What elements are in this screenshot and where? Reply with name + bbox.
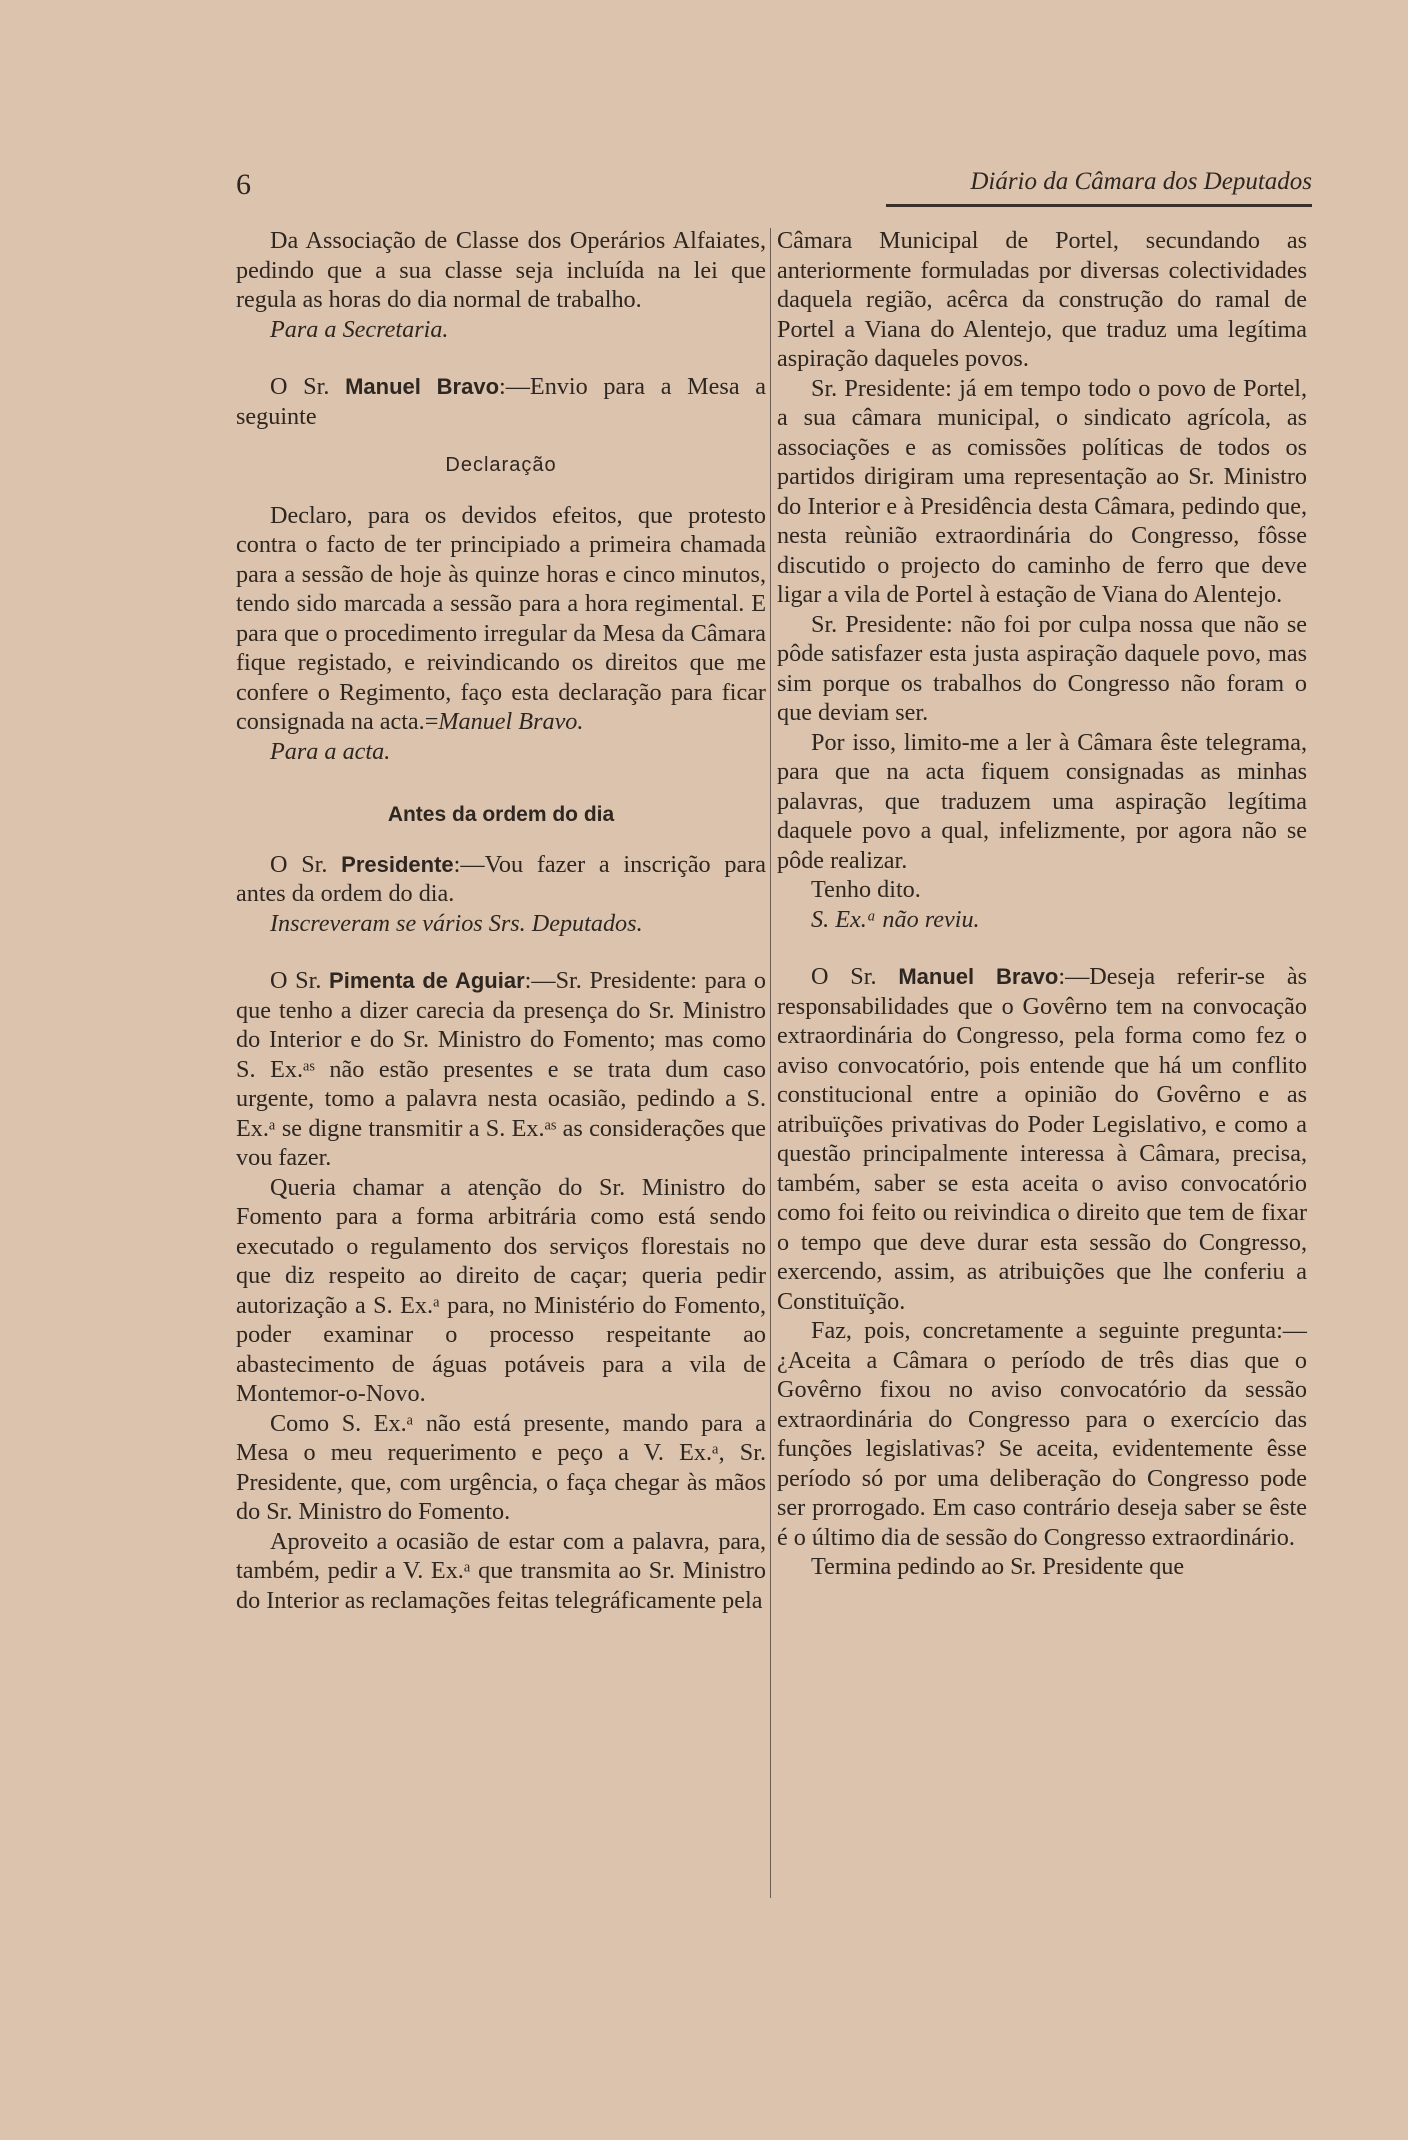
left-column bbox=[236, 226, 766, 1615]
sr-prefix: O Sr. bbox=[270, 373, 346, 400]
header-rule bbox=[886, 204, 1312, 207]
bravo-paragraph-3: Termina pedindo ao Sr. Presidente que bbox=[811, 1553, 1185, 1580]
portel-paragraph-2: Sr. Presidente: já em tempo todo o povo de Portel, a sua câmara municipal, o sindicato agrícola, as associações e as comissões políticas de todos os partidos dirigiram uma representação ao Sr. Ministro do Interior e à Presidência desta Câmara, pedindo que, nesta reùnião extraordinária do Congresso, fôsse discutido o projecto do caminho de ferro que deve ligar a vila de Portel à estação de Viana do Alentejo. bbox=[777, 374, 1307, 608]
pimenta-paragraph-2: Queria chamar a atenção do Sr. Ministro do Fomento para a forma arbitrária como está sendo executado o regulamento dos serviços florestais no que diz respeito ao direito de caçar; queria pedir autorização a S. Ex.ᵃ para, no Ministério do Fomento, poder examinar o processo respeitante ao abastecimento de águas potáveis para a vila de Montemor-o-Novo. bbox=[236, 1173, 766, 1407]
speech-text: :—Deseja referir-se às responsabilidades que o Govêrno tem na convocação extraordinária do Congresso, pela forma como fez o aviso convocatório, pois entende que há um conflito constitucional entre a opinião do Govêrno e as atribuïções privativas do Poder Legislativo, e como a questão principalmente interessa à Câmara, precisa, também, saber se esta aceita o aviso convocatório como foi feito ou reivindica o direito que tem de fixar o tempo que deve durar esta sessão do Congresso, exercendo, assim, as atribuições que lhe conferiu a Constituïção. bbox=[777, 963, 1307, 1315]
column-divider bbox=[770, 228, 771, 1898]
pimenta-paragraph-4: Aproveito a ocasião de estar com a palavra, para, também, pedir a V. Ex.ᵃ que transmita ao Sr. Ministro do Interior as reclamações feitas telegráficamente pela bbox=[236, 1527, 766, 1614]
bravo-paragraph bbox=[777, 962, 1307, 1316]
speaker-name: Manuel Bravo bbox=[345, 374, 500, 399]
bravo-paragraph-2: Faz, pois, concretamente a seguinte pregunta:—¿Aceita a Câmara o período de três dias que o Govêrno fixou no aviso convocatório da sessão extraordinária do Congresso para o exercício das funções legislativas? Se aceita, evidentemente êsse período só por uma deliberação do Congresso pode ser prorrogado. Em caso contrário deseja saber se êste é o último dia de sessão do Congresso extraordinário. bbox=[777, 1317, 1307, 1551]
speaker-name: Presidente bbox=[341, 851, 454, 877]
pimenta-paragraph bbox=[236, 966, 766, 1173]
speech-text: :—Envio para a Mesa a seguinte bbox=[236, 373, 766, 430]
president-note: Inscreveram se vários Srs. Deputados. bbox=[270, 909, 643, 937]
sr-prefix: O Sr. bbox=[270, 850, 342, 878]
pimenta-paragraph-3: Como S. Ex.ᵃ não está presente, mando para a Mesa o meu requerimento e peço a V. Ex.ᵃ, Sr. Presidente, que, com urgência, o faça chegar às mãos do Sr. Ministro do Fomento. bbox=[236, 1409, 766, 1525]
closing-remark: Tenho dito. bbox=[811, 876, 921, 903]
declaration-signature: Manuel Bravo. bbox=[438, 708, 584, 735]
running-title: Diário da Câmara dos Deputados bbox=[970, 168, 1312, 195]
declaration-text: Declaro, para os devidos efeitos, que protesto contra o facto de ter principiado a primeira chamada para a sessão de hoje às quinze horas e cinco minutos, tendo sido marcada a sessão para a hora regimental. E para que o procedimento irregular da Mesa da Câmara fique registado, e reivindicando os direitos que me confere o Regimento, faço esta declaração para ficar consignada na acta.= bbox=[236, 501, 766, 735]
sr-prefix: O Sr. bbox=[270, 967, 330, 994]
page-number: 6 bbox=[236, 168, 251, 201]
portel-paragraph-3: Sr. Presidente: não foi por culpa nossa que não se pôde satisfazer esta justa aspiração daquele povo, mas sim porque os trabalhos do Congresso não foram o que deviam ser. bbox=[777, 610, 1307, 726]
declaration-paragraph bbox=[236, 501, 766, 737]
revision-note: S. Ex.ᵃ não reviu. bbox=[811, 905, 980, 933]
declaration-heading: Declaração bbox=[445, 454, 557, 476]
petition-note: Para a Secretaria. bbox=[270, 315, 449, 343]
president-paragraph bbox=[236, 850, 766, 909]
bravo-intro-paragraph bbox=[236, 372, 766, 431]
section-heading: Antes da ordem do dia bbox=[387, 803, 615, 826]
speech-text: :—Sr. Presidente: para o que tenho a dizer carecia da presença do Sr. Ministro do Interior e do Sr. Ministro do Fomento; mas como S. Ex.ᵃˢ não estão presentes e se trata dum caso urgente, tomo a palavra nesta ocasião, pedindo a S. Ex.ᵃ se digne transmitir a S. Ex.ᵃˢ as considerações que vou fazer. bbox=[236, 967, 766, 1171]
portel-paragraph: Câmara Municipal de Portel, secundando as anteriormente formuladas por diversas colectividades daquela região, acêrca da construção do ramal de Portel a Viana do Alentejo, que traduz uma legítima aspiração daqueles povos. bbox=[777, 227, 1307, 372]
declaration-note: Para a acta. bbox=[270, 737, 391, 765]
speaker-name: Manuel Bravo bbox=[898, 964, 1059, 989]
portel-paragraph-4: Por isso, limito-me a ler à Câmara êste telegrama, para que na acta fiquem consignadas as minhas palavras, que traduzem uma aspiração legítima daquele povo a qual, infelizmente, por agora não se pôde realizar. bbox=[777, 728, 1307, 874]
speaker-name: Pimenta de Aguiar bbox=[329, 968, 525, 993]
sr-prefix: O Sr. bbox=[811, 963, 899, 990]
right-column bbox=[777, 226, 1307, 1582]
speech-text: :—Vou fazer a inscrição para antes da ordem do dia. bbox=[236, 850, 766, 907]
petition-paragraph: Da Associação de Classe dos Operários Alfaiates, pedindo que a sua classe seja incluída na lei que regula as horas do dia normal de trabalho. bbox=[236, 227, 766, 313]
